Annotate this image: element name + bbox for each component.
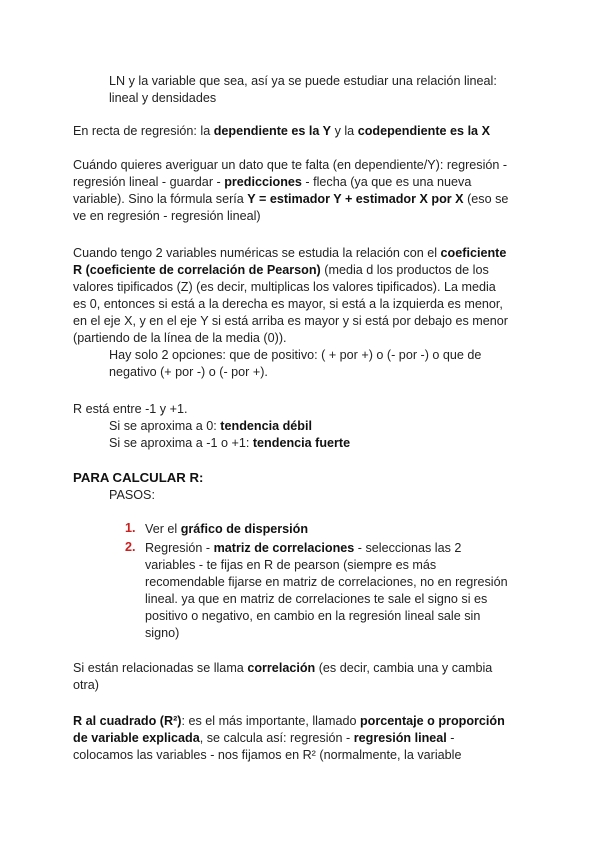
prediction-paragraph: [73, 157, 533, 225]
bold-text: correlación: [247, 661, 316, 675]
pearson-options: [109, 347, 533, 381]
line: R está entre -1 y +1.: [73, 402, 188, 416]
text: Si están relacionadas se llama: [73, 661, 248, 675]
pearson-paragraph: [73, 245, 533, 347]
text: - flecha (ya que es una nueva: [301, 175, 472, 189]
list-number: 1.: [125, 521, 136, 535]
bold-text: codependiente es la X: [357, 124, 490, 138]
line: positivo o negativo, en cambio en la regresión lineal sale sin: [145, 609, 481, 623]
text: regresión lineal - guardar -: [73, 175, 225, 189]
text: En recta de regresión: la: [73, 124, 214, 138]
line: ve en regresión - regresión lineal): [73, 209, 261, 223]
text: , se calcula así: regresión -: [199, 731, 354, 745]
steps-label: PASOS:: [109, 488, 155, 502]
bold-text: matriz de correlaciones: [213, 541, 355, 555]
bold-text: de variable explicada: [73, 731, 200, 745]
line: otra): [73, 678, 99, 692]
text: : es el más importante, llamado: [181, 714, 360, 728]
text: Si se aproxima a -1 o +1:: [109, 436, 253, 450]
list-number: 2.: [125, 540, 136, 554]
text: Regresión -: [145, 541, 214, 555]
section-heading: PARA CALCULAR R:: [73, 470, 204, 485]
line: lineal. ya que en matriz de correlaciones te sale el signo si es: [145, 592, 488, 606]
text: variable). Sino la fórmula sería: [73, 192, 248, 206]
bold-text: porcentaje o proporción: [359, 714, 505, 728]
text: (eso se: [463, 192, 509, 206]
bold-text: regresión lineal: [353, 731, 447, 745]
list-item: [145, 540, 533, 642]
intro-paragraph: [109, 73, 533, 107]
line: signo): [145, 626, 180, 640]
line: variables - te fijas en R de pearson (siempre es más: [145, 558, 437, 572]
bold-text: tendencia débil: [220, 419, 312, 433]
line: negativo (+ por -) o (- por +).: [109, 365, 268, 379]
regression-line-paragraph: [73, 123, 533, 140]
line: (partiendo de la línea de la media (0)).: [73, 331, 287, 345]
r-squared-paragraph: [73, 713, 533, 764]
bold-text: R (coeficiente de correlación de Pearson): [73, 263, 321, 277]
bold-text: R al cuadrado (R²): [73, 714, 182, 728]
text: y la: [331, 124, 358, 138]
text: -: [446, 731, 455, 745]
bold-text: predicciones: [224, 175, 302, 189]
list-item: [145, 521, 533, 538]
bold-text: dependiente es la Y: [213, 124, 332, 138]
line: Cuándo quieres averiguar un dato que te falta (en dependiente/Y): regresión -: [73, 158, 508, 172]
line: en el eje X, y en el eje Y si está arriba es mayor y si está por debajo es menor: [73, 314, 508, 328]
line: recomendable fijarse en matriz de correlaciones, no en regresión: [145, 575, 508, 589]
text: (es decir, cambia una y cambia: [315, 661, 493, 675]
correlation-paragraph: [73, 660, 533, 694]
bold-text: gráfico de dispersión: [180, 522, 309, 536]
text: Ver el: [145, 522, 181, 536]
bold-text: coeficiente: [440, 246, 507, 260]
line: valores tipificados (Z) (es decir, multiplicas los valores tipificados). La media: [73, 280, 496, 294]
line: es 0, entonces si está a la derecha es mayor, si está a la izquierda es menor,: [73, 297, 503, 311]
text: Si se aproxima a 0:: [109, 419, 221, 433]
r-range-line: [73, 401, 533, 418]
line: Hay solo 2 opciones: que de positivo: ( + por +) o (- por -) o que de: [109, 348, 482, 362]
tendency-lines: [109, 418, 533, 452]
line: lineal y densidades: [109, 91, 217, 105]
bold-text: Y = estimador Y + estimador X por X: [247, 192, 464, 206]
text: - seleccionas las 2: [354, 541, 462, 555]
line: LN y la variable que sea, así ya se puede estudiar una relación lineal:: [109, 74, 497, 88]
bold-text: tendencia fuerte: [252, 436, 351, 450]
text: (media d los productos de los: [320, 263, 489, 277]
line: colocamos las variables - nos fijamos en R² (normalmente, la variable: [73, 748, 462, 762]
text: Cuando tengo 2 variables numéricas se estudia la relación con el: [73, 246, 441, 260]
